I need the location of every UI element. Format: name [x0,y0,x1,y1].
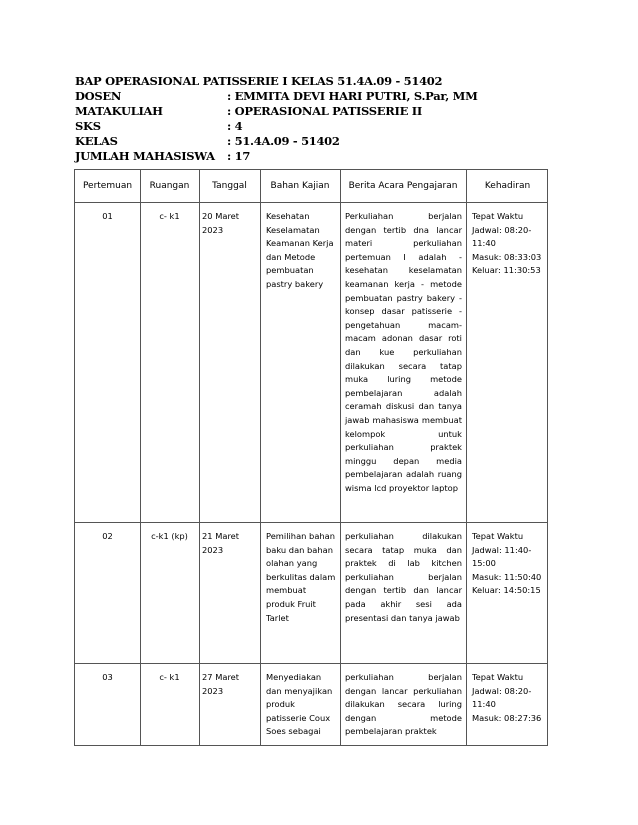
kehadiran-jadwal: Jadwal: 08:20-11:40 [472,224,532,249]
cell-kehadiran [472,530,546,598]
kehadiran-status: Tepat Waktu [472,672,524,682]
header-tanggal: Tanggal [212,181,247,191]
cell-kehadiran [472,210,546,278]
cell-ruangan: c-k1 (kp) [151,531,188,541]
info-row-dosen [75,89,555,104]
column-divider [260,170,261,745]
cell-pertemuan: 03 [102,672,113,682]
column-divider [199,170,200,745]
cell-tanggal: 20 Maret 2023 [202,211,240,235]
cell-pertemuan: 01 [102,211,113,221]
kehadiran-status: Tepat Waktu [472,211,524,221]
cell-tanggal: 21 Maret 2023 [202,531,240,555]
info-label: KELAS [75,134,118,148]
attendance-table [74,169,548,746]
kehadiran-jadwal: Jadwal: 11:40-15:00 [472,544,532,569]
info-label: MATAKULIAH [75,104,163,118]
header-ruangan: Ruangan [149,181,190,191]
info-row-matakuliah [75,104,555,119]
info-row-jumlah-mahasiswa [75,149,555,164]
info-label: SKS [75,119,101,133]
cell-kehadiran [472,671,546,725]
cell-bahan-kajian: Menyediakan dan menyajikan produk patisserie Coux Soes sebagai [266,672,333,737]
cell-pertemuan: 02 [102,531,113,541]
kehadiran-keluar: Keluar: 11:30:53 [472,265,541,276]
cell-bahan-kajian: Pemilihan bahan baku dan bahan olahan yang berkulitas dalam membuat produk Fruit Tarlet [266,531,336,623]
info-value: : 17 [227,149,251,163]
kehadiran-masuk: Masuk: 11:50:40 [472,571,542,582]
cell-ruangan: c- k1 [159,672,180,682]
document-title: BAP OPERASIONAL PATISSERIE I KELAS 51.4A.09 - 51402 [75,74,443,88]
info-label: JUMLAH MAHASISWA [75,149,215,163]
cell-berita-acara: perkuliahan berjalan dengan lancar perkuliahan dilakukan secara luring dengan metode pembelajaran praktek [345,672,462,737]
kehadiran-masuk: Masuk: 08:27:36 [472,712,542,723]
kehadiran-jadwal: Jadwal: 08:20-11:40 [472,685,532,710]
header-kehadiran: Kehadiran [484,181,531,191]
info-row-sks [75,119,555,134]
info-value: : 51.4A.09 - 51402 [227,134,340,148]
row-divider [75,522,547,523]
cell-berita-acara: Perkuliahan berjalan dengan tertib dna lancar materi perkuliahan pertemuan I adalah - kesehatan keselamatan keamanan kerja - metode pembuatan pastry bakery - konsep dasar patisserie - pengetahuan macam-macam adonan dasar roti dan kue perkuliahan dilakukan secara tatap muka luring metode pembelajaran adalah ceramah diskusi dan tanya jawab mahasiswa membuat kelompok untuk perkuliahan praktek minggu depan media pembelajaran adalah ruang wisma lcd proyektor laptop [345,211,462,493]
cell-tanggal: 27 Maret 2023 [202,672,240,696]
cell-berita-acara: perkuliahan dilakukan secara tatap muka dan praktek di lab kitchen perkuliahan berjalan dengan tertib dan lancar pada akhir sesi ada presentasi dan tanya jawab [345,531,462,623]
info-row-kelas [75,134,555,149]
kehadiran-masuk: Masuk: 08:33:03 [472,251,542,262]
info-value: : 4 [227,119,243,133]
column-divider [340,170,341,745]
header-berita-acara: Berita Acara Pengajaran [348,181,458,191]
info-value: : EMMITA DEVI HARI PUTRI, S.Par, MM [227,89,478,103]
cell-ruangan: c- k1 [159,211,180,221]
header-bahan-kajian: Bahan Kajian [270,181,330,191]
row-divider [75,663,547,664]
cell-bahan-kajian: Kesehatan Keselamatan Keamanan Kerja dan Metode pembuatan pastry bakery [266,211,334,289]
info-label: DOSEN [75,89,122,103]
header-pertemuan: Pertemuan [82,181,133,191]
column-divider [140,170,141,745]
row-divider [75,202,547,203]
kehadiran-status: Tepat Waktu [472,531,524,541]
info-value: : OPERASIONAL PATISSERIE II [227,104,422,118]
kehadiran-keluar: Keluar: 14:50:15 [472,585,541,596]
column-divider [466,170,467,745]
document-header [75,74,555,164]
